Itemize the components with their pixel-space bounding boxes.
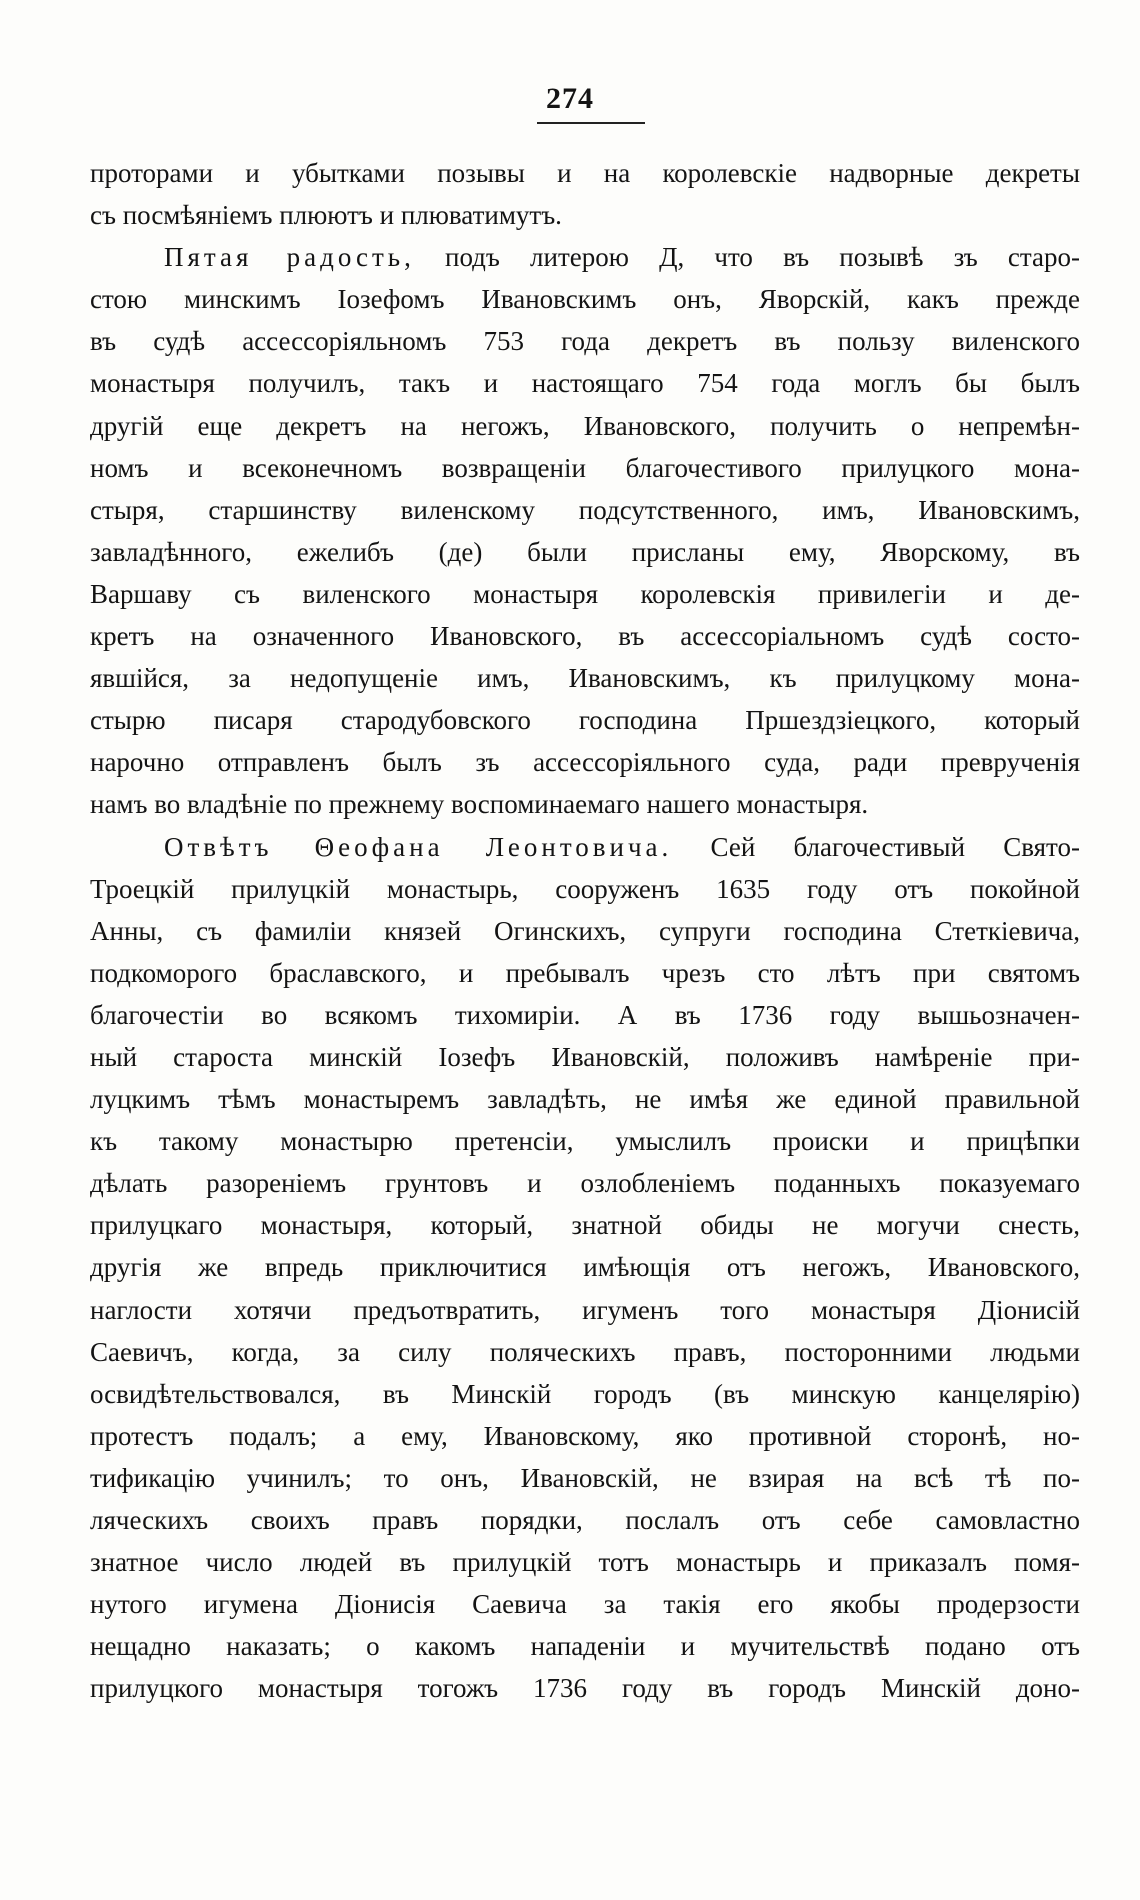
text-line: Анны, съ фамиліи князей Огинскихъ, супруги господина Стеткіевича, (90, 915, 1080, 946)
text-line-rest: подъ литерою Д, что въ позывѣ зъ старо- (414, 242, 1080, 273)
text-line: прилуцкаго монастыря, который, знатной обиды не могучи снесть, (90, 1210, 1080, 1241)
text-line: знатное число людей въ прилуцкій тотъ монастырь и приказалъ помя- (90, 1547, 1080, 1578)
text-line: въ судѣ ассессоріяльномъ 753 года декретъ въ пользу виленского (90, 326, 1080, 357)
text-line: прилуцкого монастыря тогожъ 1736 году въ городъ Минскій доно- (90, 1673, 1080, 1704)
text-line: благочестіи во всякомъ тихомиріи. А въ 1736 году вышьозначен- (90, 999, 1080, 1030)
text-line: протестъ подалъ; а ему, Ивановскому, яко противной сторонѣ, но- (90, 1420, 1080, 1451)
text-line: завладѣнного, ежелибъ (де) были присланы ему, Яворскому, въ (90, 536, 1080, 567)
text-line: освидѣтельствовался, въ Минскій городъ (въ минскую канцелярію) (90, 1378, 1080, 1409)
text-line: другія же впредь приключитися имѣющія отъ негожъ, Ивановского, (90, 1252, 1080, 1283)
text-line: намъ во владѣніе по прежнему воспоминаемаго нашего монастыря. (90, 789, 869, 820)
text-line: стою минскимъ Іозефомъ Ивановскимъ онъ, Яворскій, какъ прежде (90, 284, 1080, 315)
text-line: ляческихъ своихъ правъ порядки, послалъ отъ себе самовластно (90, 1505, 1080, 1535)
text-line: къ такому монастырю претенсіи, умыслилъ происки и прицѣпки (90, 1126, 1080, 1157)
text-line (90, 236, 1080, 278)
paragraph-lead: Пятая радость, (164, 242, 415, 273)
text-line-rest: Сей благочестивый Свято- (672, 831, 1080, 862)
page-number: 274 (546, 82, 594, 115)
text-line: подкоморого браславского, и пребывалъ чрезъ сто лѣтъ при святомъ (90, 957, 1080, 988)
text-line: стырю писаря стародубовского господина Пршездзіецкого, который (90, 705, 1080, 736)
text-line: съ посмѣяніемъ плюютъ и плюватимутъ. (90, 200, 562, 231)
text-line: другій еще декретъ на негожъ, Ивановского, получить о непремѣн- (90, 410, 1080, 441)
text-line: явшійся, за недопущеніе имъ, Ивановскимъ, къ прилуцкому мона- (90, 663, 1080, 694)
text-line: Варшаву съ виленского монастыря королевскія привилегіи и де- (90, 578, 1080, 609)
text-line: стыря, старшинству виленскому подсутственного, имъ, Ивановскимъ, (90, 494, 1080, 525)
text-line: Троецкій прилуцкій монастырь, сооруженъ 1635 году отъ покойной (90, 873, 1080, 904)
text-line: Саевичъ, когда, за силу поляческихъ правъ, посторонними людьми (90, 1336, 1080, 1367)
text-line: номъ и всеконечномъ возвращеніи благочестивого прилуцкого мона- (90, 452, 1080, 483)
text-line (90, 826, 1080, 868)
text-line: ный староста минскій Іозефъ Ивановскій, положивъ намѣреніе при- (90, 1041, 1080, 1072)
text-line: нарочно отправленъ былъ зъ ассессоріяльного суда, ради преврученія (90, 747, 1080, 778)
text-line: кретъ на означенного Ивановского, въ ассессоріальномъ судѣ состо- (90, 621, 1080, 652)
text-line: дѣлать разореніемъ грунтовъ и озлобленіемъ поданныхъ показуемаго (90, 1168, 1080, 1199)
page-body-text (90, 152, 1080, 1709)
paragraph-lead: Отвѣтъ Θеофана Леонтовича. (164, 831, 673, 862)
text-line: нещадно наказать; о какомъ нападеніи и мучительствѣ подано отъ (90, 1631, 1080, 1662)
text-line: наглости хотячи предъотвратить, игуменъ того монастыря Діонисій (90, 1294, 1080, 1325)
text-line: луцкимъ тѣмъ монастыремъ завладѣть, не имѣя же единой правильной (90, 1084, 1080, 1115)
text-line: проторами и убытками позывы и на королевскіе надворные декреты (90, 158, 1080, 188)
page-number-underline (537, 122, 645, 124)
text-line: нутого игумена Діонисія Саевича за такія его якобы продерзости (90, 1589, 1080, 1620)
text-line: тификацію учинилъ; то онъ, Ивановскій, не взирая на всѣ тѣ по- (90, 1462, 1080, 1493)
text-line: монастыря получилъ, такъ и настоящаго 754 года моглъ бы былъ (90, 368, 1080, 399)
